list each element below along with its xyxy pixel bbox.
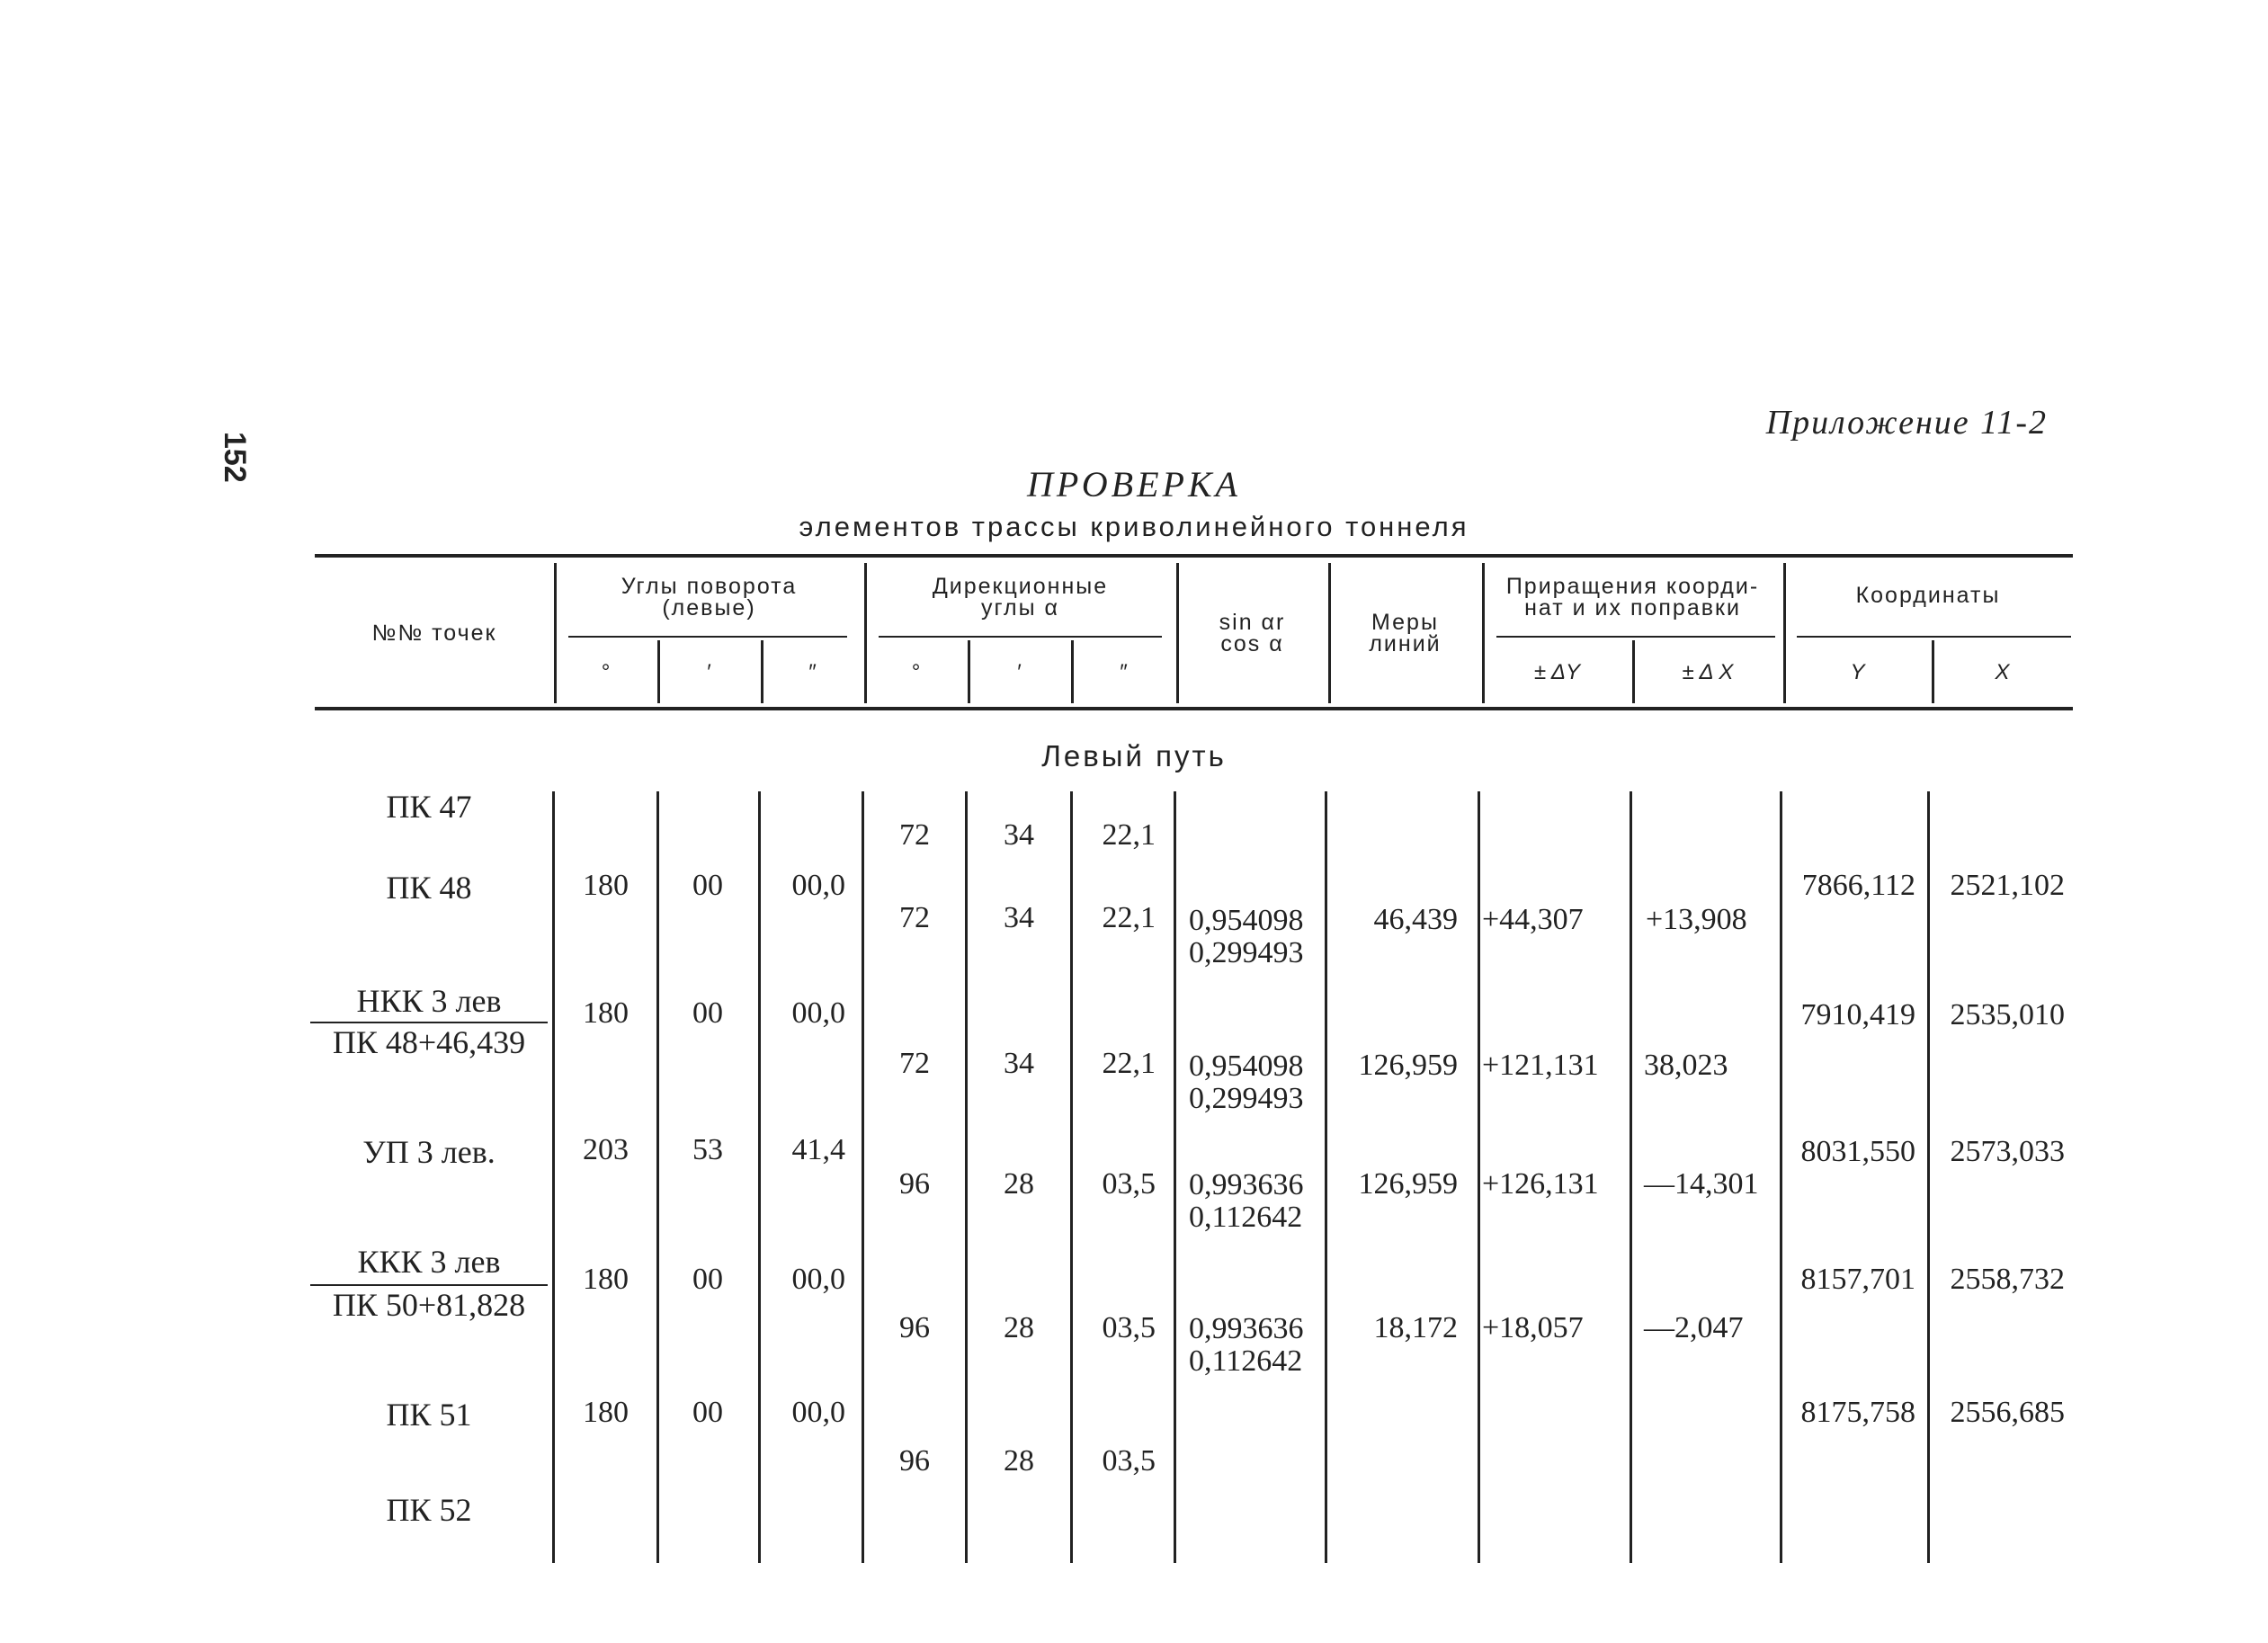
sin-cos: 0,954098 0,299493: [1189, 904, 1304, 969]
dir-minutes: 34: [1004, 1047, 1034, 1080]
delta-x: +13,908: [1646, 903, 1747, 936]
point-name-bottom: ПК 48+46,439: [332, 1024, 526, 1060]
section-title: Левый путь: [1041, 739, 1227, 772]
delta-y: +18,057: [1482, 1311, 1584, 1344]
turn-minutes: 00: [692, 1263, 723, 1296]
coord-x: 2521,102: [1950, 869, 2065, 902]
coord-y: 8175,758: [1800, 1396, 1915, 1429]
dir-minutes: 28: [1004, 1444, 1034, 1478]
header-y: Y: [1850, 660, 1865, 684]
turn-minutes: 00: [692, 869, 723, 902]
header-subrule: [879, 636, 1162, 638]
table-top-rule: [315, 554, 2073, 558]
delta-y: +44,307: [1482, 903, 1584, 936]
coord-y: 7866,112: [1801, 869, 1915, 902]
body-divider: [1630, 791, 1632, 1563]
dir-seconds: 03,5: [1102, 1167, 1156, 1201]
sin-cos: 0,993636 0,112642: [1189, 1312, 1304, 1378]
body-divider: [1780, 791, 1782, 1563]
point-name: ПК 52: [386, 1492, 472, 1528]
header-x: X: [1995, 660, 2010, 684]
dir-minutes: 34: [1004, 901, 1034, 934]
turn-degrees: 180: [583, 996, 629, 1030]
header-increments: Приращения коорди- нат и их поправки: [1505, 574, 1760, 621]
sin-cos: 0,993636 0,112642: [1189, 1168, 1304, 1234]
dir-seconds: 03,5: [1102, 1311, 1156, 1344]
dir-degrees: 96: [899, 1444, 930, 1478]
line-length: 46,439: [1373, 903, 1458, 936]
point-name: УП 3 лев.: [362, 1134, 496, 1170]
coord-x: 2558,732: [1950, 1263, 2065, 1296]
point-name-top: НКК 3 лев: [356, 983, 502, 1019]
line-length: 126,959: [1358, 1049, 1458, 1082]
header-minutes: ′: [1017, 660, 1022, 684]
dir-seconds: 03,5: [1102, 1444, 1156, 1478]
point-name: ПК 47: [386, 789, 472, 825]
coord-x: 2573,033: [1950, 1135, 2065, 1168]
body-divider: [552, 791, 555, 1563]
dir-degrees: 96: [899, 1311, 930, 1344]
header-subrule: [1496, 636, 1775, 638]
dir-seconds: 22,1: [1102, 1047, 1156, 1080]
body-divider: [758, 791, 761, 1563]
point-name-top: ККК 3 лев: [357, 1244, 501, 1280]
header-seconds: ″: [1120, 660, 1128, 684]
dir-degrees: 72: [899, 818, 930, 852]
body-divider: [1927, 791, 1930, 1563]
line-length: 126,959: [1358, 1167, 1458, 1201]
turn-minutes: 53: [692, 1133, 723, 1166]
turn-minutes: 00: [692, 1396, 723, 1429]
body-divider: [1478, 791, 1480, 1563]
header-subrule: [1797, 636, 2071, 638]
delta-x: —14,301: [1644, 1167, 1759, 1201]
body-divider: [965, 791, 968, 1563]
header-seconds: ″: [808, 660, 817, 684]
dir-seconds: 22,1: [1102, 818, 1156, 852]
turn-seconds: 00,0: [791, 869, 845, 902]
turn-degrees: 203: [583, 1133, 629, 1166]
point-name: ПК 51: [386, 1397, 472, 1433]
header-trig: sin αr cos α: [1219, 610, 1286, 656]
point-name: ПК 48: [386, 870, 472, 906]
dir-minutes: 28: [1004, 1311, 1034, 1344]
dir-degrees: 96: [899, 1167, 930, 1201]
header-minutes: ′: [707, 660, 711, 684]
dir-minutes: 34: [1004, 818, 1034, 852]
delta-x: —2,047: [1644, 1311, 1744, 1344]
header-coordinates: Координаты: [1855, 583, 2001, 608]
point-name-bottom: ПК 50+81,828: [332, 1287, 526, 1323]
line-length: 18,172: [1373, 1311, 1458, 1344]
appendix-label: Приложение 11-2: [1765, 404, 2048, 442]
body-divider: [1070, 791, 1073, 1563]
delta-x: 38,023: [1644, 1049, 1728, 1082]
document-title: ПРОВЕРКА: [1027, 464, 1241, 505]
turn-minutes: 00: [692, 996, 723, 1030]
header-turn-angles: Углы поворота (левые): [621, 574, 798, 621]
turn-seconds: 00,0: [791, 996, 845, 1030]
coord-y: 8031,550: [1800, 1135, 1915, 1168]
coord-y: 8157,701: [1800, 1263, 1915, 1296]
body-divider: [1174, 791, 1176, 1563]
dir-minutes: 28: [1004, 1167, 1034, 1201]
delta-y: +126,131: [1482, 1167, 1599, 1201]
body-divider: [656, 791, 659, 1563]
document-subtitle: элементов трассы криволинейного тоннеля: [799, 511, 1469, 542]
delta-y: +121,131: [1482, 1049, 1599, 1082]
header-delta-y: ± ΔY: [1533, 660, 1581, 684]
page-number: 152: [218, 432, 252, 483]
turn-degrees: 180: [583, 1263, 629, 1296]
turn-seconds: 00,0: [791, 1396, 845, 1429]
turn-degrees: 180: [583, 1396, 629, 1429]
header-points: №№ точек: [371, 621, 497, 646]
coord-x: 2556,685: [1950, 1396, 2065, 1429]
sin-cos: 0,954098 0,299493: [1189, 1049, 1304, 1115]
header-dir-angles: Дирекционные углы α: [932, 574, 1109, 621]
dir-degrees: 72: [899, 1047, 930, 1080]
header-lengths: Меры линий: [1369, 610, 1442, 656]
header-bottom-rule: [315, 707, 2073, 710]
header-degrees: °: [601, 660, 611, 684]
header-subrule: [568, 636, 847, 638]
body-divider: [862, 791, 864, 1563]
dir-seconds: 22,1: [1102, 901, 1156, 934]
dir-degrees: 72: [899, 901, 930, 934]
turn-seconds: 00,0: [791, 1263, 845, 1296]
turn-seconds: 41,4: [791, 1133, 845, 1166]
turn-degrees: 180: [583, 869, 629, 902]
header-delta-x: ± Δ X: [1682, 660, 1734, 684]
coord-x: 2535,010: [1950, 998, 2065, 1031]
header-degrees: °: [911, 660, 921, 684]
coord-y: 7910,419: [1800, 998, 1915, 1031]
